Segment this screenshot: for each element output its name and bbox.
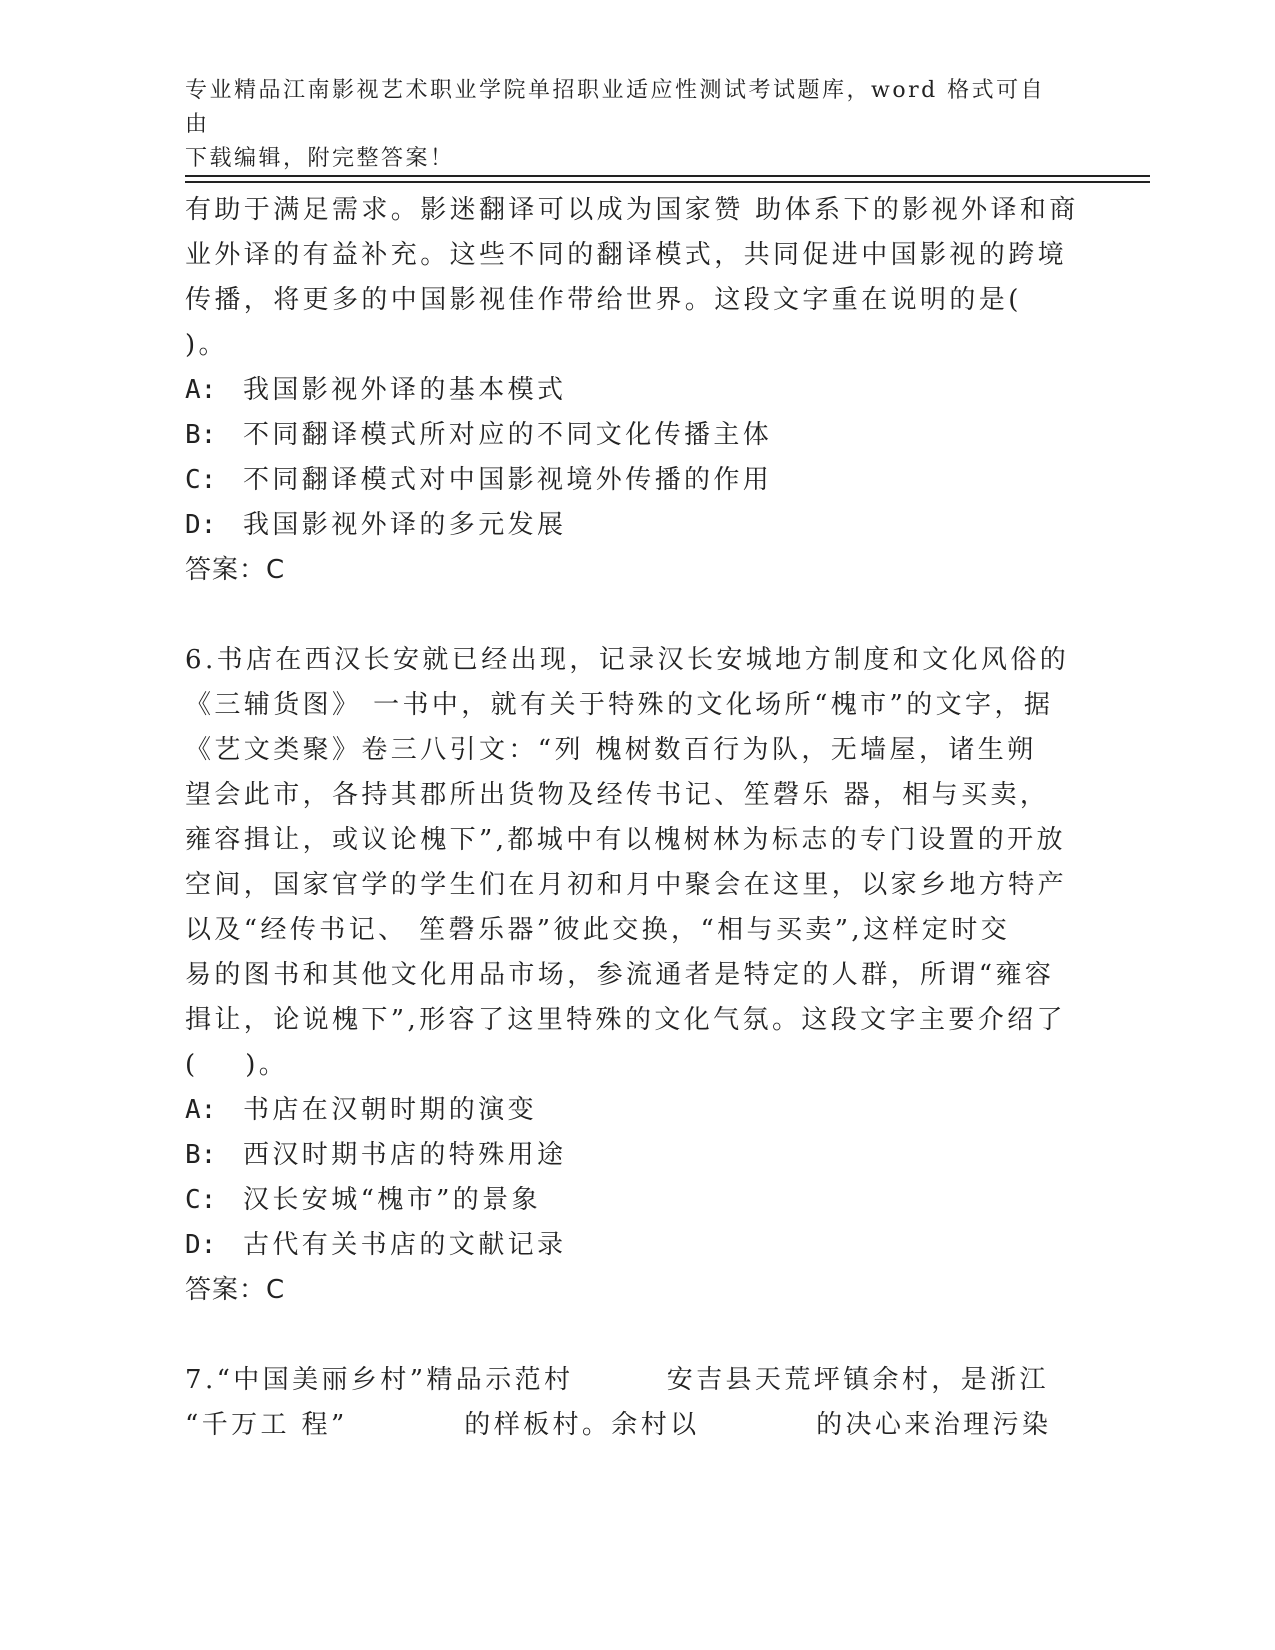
option-text: 我国影视外译的基本模式 (243, 375, 567, 405)
spacer (185, 593, 1085, 638)
option-letter: A: (185, 1095, 217, 1125)
option-text: 不同翻译模式所对应的不同文化传播主体 (243, 420, 773, 450)
question-stem-line: 传播，将更多的中国影视佳作带给世界。这段文字重在说明的是( (185, 285, 1022, 315)
option-text: 汉长安城“槐市”的景象 (243, 1185, 541, 1215)
option-c (185, 1178, 1085, 1223)
question-stem-line: 6.书店在西汉长安就已经出现，记录汉长安城地方制度和文化风俗的 (185, 645, 1070, 675)
question-5 (185, 188, 1085, 593)
option-b (185, 413, 1085, 458)
question-stem-line: 以及“经传书记、 笙磬乐器”彼此交换，“相与买卖”,这样定时交 (185, 915, 1011, 945)
question-stem-line: 雍容揖让，或议论槐下”,都城中有以槐树林为标志的专门设置的开放 (185, 825, 1066, 855)
option-letter: D: (185, 1230, 217, 1260)
question-stem-line: 空间，国家官学的学生们在月初和月中聚会在这里，以家乡地方特产 (185, 870, 1068, 900)
question-stem-line: 揖让，论说槐下”,形容了这里特殊的文化气氛。这段文字主要介绍了 (185, 1005, 1066, 1035)
option-a (185, 368, 1085, 413)
option-letter: D: (185, 510, 217, 540)
option-c (185, 458, 1085, 503)
question-stem-line: 望会此市，各持其郡所出货物及经传书记、笙磬乐 器，相与买卖， (185, 780, 1050, 810)
question-stem-line: 易的图书和其他文化用品市场，参流通者是特定的人群，所谓“雍容 (185, 960, 1055, 990)
header-divider-top (185, 175, 1150, 177)
option-text: 我国影视外译的多元发展 (243, 510, 567, 540)
option-text: 书店在汉朝时期的演变 (243, 1095, 538, 1125)
question-6 (185, 638, 1085, 1313)
option-text: 古代有关书店的文献记录 (243, 1230, 567, 1260)
answer-text: 答案：C (185, 555, 286, 585)
question-stem-line: 业外译的有益补充。这些不同的翻译模式，共同促进中国影视的跨境 (185, 240, 1068, 270)
option-d (185, 503, 1085, 548)
question-stem-line: )。 (185, 330, 228, 360)
page-header (185, 74, 1065, 176)
header-line-2: 下载编辑，附完整答案！ (185, 146, 455, 171)
question-7 (185, 1358, 1085, 1448)
option-letter: B: (185, 420, 217, 450)
question-stem-line: 7.“中国美丽乡村”精品示范村 安吉县天荒坪镇余村，是浙江 (185, 1365, 1049, 1395)
answer-text: 答案：C (185, 1275, 286, 1305)
header-line-1: 专业精品江南影视艺术职业学院单招职业适应性测试考试题库，word 格式可自由 (185, 78, 1046, 137)
option-d (185, 1223, 1085, 1268)
spacer (185, 1313, 1085, 1358)
option-letter: B: (185, 1140, 217, 1170)
option-text: 西汉时期书店的特殊用途 (243, 1140, 567, 1170)
option-b (185, 1133, 1085, 1178)
question-stem-line: ( )。 (185, 1050, 289, 1080)
question-stem-line: 《艺文类聚》卷三八引文：“列 槐树数百行为队，无墙屋，诸生朔 (185, 735, 1037, 765)
header-divider-bottom (185, 181, 1150, 183)
question-stem-line: “千万工 程” 的样板村。余村以 的决心来治理污染 (185, 1410, 1052, 1440)
option-a (185, 1088, 1085, 1133)
option-letter: C: (185, 465, 217, 495)
option-text: 不同翻译模式对中国影视境外传播的作用 (243, 465, 773, 495)
question-stem-line: 《三辅货图》 一书中，就有关于特殊的文化场所“槐市”的文字，据 (185, 690, 1054, 720)
page-content (185, 188, 1085, 1448)
question-stem-line: 有助于满足需求。影迷翻译可以成为国家赞 助体系下的影视外译和商 (185, 195, 1079, 225)
option-letter: C: (185, 1185, 217, 1215)
option-letter: A: (185, 375, 217, 405)
